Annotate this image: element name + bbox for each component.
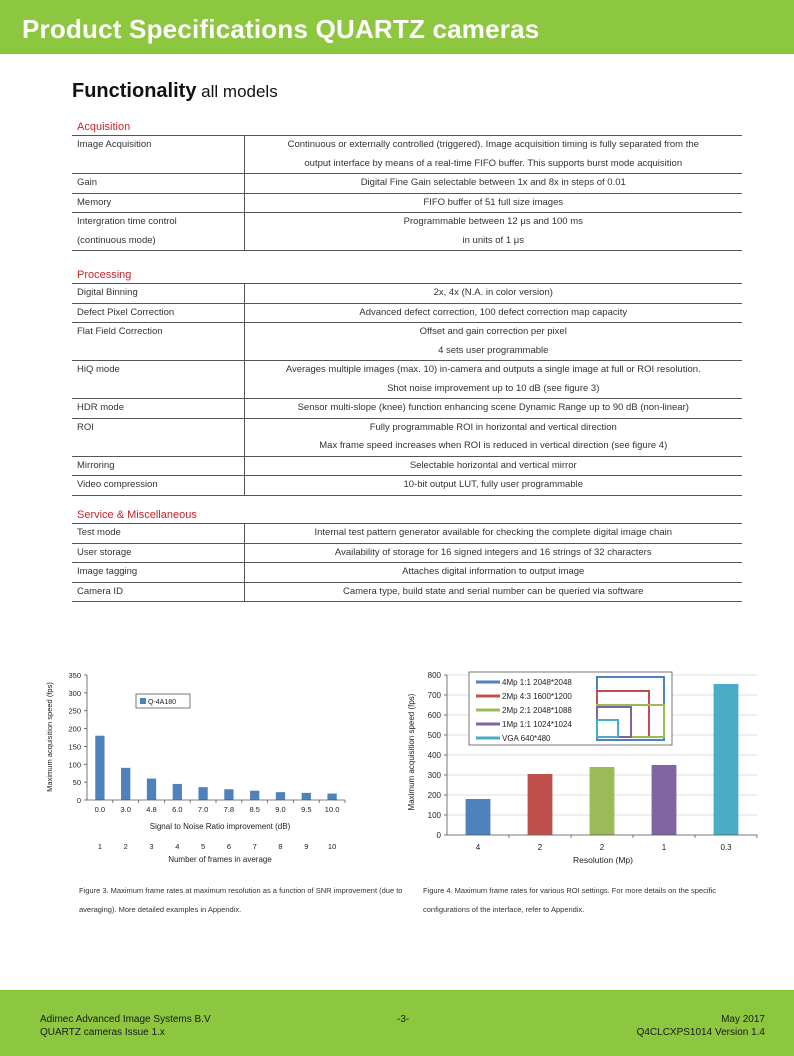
label-line: Image Acquisition xyxy=(77,139,152,150)
row-value xyxy=(244,456,742,476)
row-value xyxy=(244,136,742,174)
label-line: User storage xyxy=(77,546,132,558)
value-line: 10-bit output LUT, fully user programmable xyxy=(403,479,584,490)
legend-label: 2Mp 2:1 2048*1088 xyxy=(502,706,572,715)
row-label xyxy=(72,524,244,544)
x-tick-label: 0.3 xyxy=(720,843,732,852)
x-tick-label: 3.0 xyxy=(120,805,131,814)
value-line: Continuous or externally controlled (triggered). Image acquisition timing is fully separated from the xyxy=(287,139,699,150)
value-line: Sensor multi-slope (knee) function enhancing scene Dynamic Range up to 90 dB (non-linear) xyxy=(297,402,689,413)
table-row xyxy=(72,213,742,251)
row-label xyxy=(72,582,244,602)
x-tick-label-secondary: 6 xyxy=(226,842,231,851)
bar xyxy=(652,765,677,835)
value-line: 2x, 4x (N.A. in color version) xyxy=(433,287,553,298)
bar xyxy=(95,736,104,800)
table-row xyxy=(72,136,742,174)
footer-date: May 2017 xyxy=(721,1014,765,1025)
y-tick-label: 300 xyxy=(427,771,441,780)
x-tick-label: 4 xyxy=(475,843,481,852)
y-tick-label: 600 xyxy=(427,711,441,720)
y-tick-label: 200 xyxy=(68,724,81,734)
x-tick-label: 9.5 xyxy=(301,805,312,814)
row-value xyxy=(244,476,742,496)
x-tick-label: 2 xyxy=(537,843,543,852)
row-value xyxy=(244,284,742,304)
x-tick-label: 7.0 xyxy=(197,805,209,814)
row-label xyxy=(72,193,244,213)
bar xyxy=(224,789,233,800)
bar xyxy=(173,784,182,800)
row-label xyxy=(72,563,244,583)
row-value xyxy=(244,213,742,251)
row-value xyxy=(244,399,742,419)
value-line: 4 sets user programmable xyxy=(438,344,549,356)
label-line: HiQ mode xyxy=(77,364,120,375)
label-line: Memory xyxy=(77,196,112,208)
value-line: output interface by means of a real-time FIFO buffer. This supports burst mode acquisition xyxy=(304,157,683,169)
label-line: Defect Pixel Correction xyxy=(77,306,175,318)
figure3-chart xyxy=(40,665,370,870)
table-row xyxy=(72,543,742,563)
roi-frame-rate-chart xyxy=(402,665,762,870)
label-line: Digital Binning xyxy=(77,287,138,298)
x-tick-label-secondary: 9 xyxy=(304,842,309,851)
row-label xyxy=(72,284,244,304)
legend-label: Q-4A180 xyxy=(148,699,177,706)
value-line: Offset and gain correction per pixel xyxy=(419,326,567,337)
y-tick-label: 400 xyxy=(427,751,441,760)
x-tick-label: 7.8 xyxy=(223,805,235,814)
table-row xyxy=(72,456,742,476)
value-line: in units of 1 μs xyxy=(462,234,524,246)
label-line: HDR mode xyxy=(77,402,124,413)
y-tick-label: 700 xyxy=(427,691,441,700)
value-line: Selectable horizontal and vertical mirror xyxy=(409,459,577,471)
value-line: Programmable between 12 μs and 100 ms xyxy=(403,216,583,227)
row-label xyxy=(72,323,244,361)
bar xyxy=(327,794,336,800)
table-row xyxy=(72,174,742,194)
y-tick-label: 0 xyxy=(76,796,81,805)
footer-company: Adimec Advanced Image Systems B.V xyxy=(40,1014,211,1025)
row-label xyxy=(72,456,244,476)
spec-table xyxy=(72,523,742,602)
group-title: Processing xyxy=(77,269,132,281)
y-axis-label: Maximum acquisition speed (fps) xyxy=(45,682,54,792)
table-row xyxy=(72,563,742,583)
spec-group-acquisition xyxy=(72,119,742,251)
label-line: Image tagging xyxy=(77,566,138,577)
y-tick-label: 250 xyxy=(68,706,81,716)
spec-group-service xyxy=(72,507,742,602)
table-row xyxy=(72,284,742,304)
table-row xyxy=(72,303,742,323)
value-line: Attaches digital information to output image xyxy=(402,566,585,577)
row-label xyxy=(72,476,244,496)
legend-label: 2Mp 4:3 1600*1200 xyxy=(502,692,572,701)
row-value xyxy=(244,582,742,602)
y-tick-label: 100 xyxy=(427,811,441,820)
bar xyxy=(466,799,491,835)
y-axis-label: Maximum acquisition speed (fps) xyxy=(407,693,416,811)
row-label xyxy=(72,213,244,251)
footer-page-number: -3- xyxy=(397,1014,410,1025)
section-title-bold: Functionality xyxy=(72,80,197,102)
y-tick-label: 200 xyxy=(427,791,441,800)
bar xyxy=(121,768,130,800)
footer-bar xyxy=(0,990,794,1056)
y-tick-label: 300 xyxy=(68,688,81,698)
table-row xyxy=(72,361,742,399)
x-tick-label-secondary: 2 xyxy=(123,842,128,851)
footer-issue: QUARTZ cameras Issue 1.x xyxy=(40,1027,165,1038)
group-title: Service & Miscellaneous xyxy=(77,509,197,521)
table-row xyxy=(72,524,742,544)
page-title: Product Specifications QUARTZ cameras xyxy=(22,14,540,44)
x-axis-label-secondary: Number of frames in average xyxy=(168,855,272,864)
x-tick-label-secondary: 1 xyxy=(97,842,102,851)
footer-doc-version: Q4CLCXPS1014 Version 1.4 xyxy=(636,1027,765,1038)
y-tick-label: 800 xyxy=(427,671,441,680)
bar xyxy=(714,684,739,835)
x-tick-label: 6.0 xyxy=(172,805,183,814)
x-tick-label-secondary: 5 xyxy=(201,842,206,851)
row-label xyxy=(72,303,244,323)
label-line: Gain xyxy=(77,177,98,188)
label-line: (continuous mode) xyxy=(77,234,156,246)
row-value xyxy=(244,524,742,544)
y-tick-label: 0 xyxy=(436,831,441,840)
row-value xyxy=(244,563,742,583)
legend-label: 4Mp 1:1 2048*2048 xyxy=(502,678,572,687)
label-line: Flat Field Correction xyxy=(77,326,163,337)
x-tick-label: 0.0 xyxy=(94,805,106,814)
spec-group-processing xyxy=(72,267,742,496)
y-tick-label: 50 xyxy=(72,778,81,788)
y-tick-label: 150 xyxy=(68,742,81,752)
label-line: Mirroring xyxy=(77,459,115,471)
value-line: FIFO buffer of 51 full size images xyxy=(423,196,564,208)
value-line: Shot noise improvement up to 10 dB (see figure 3) xyxy=(387,382,600,394)
x-tick-label: 1 xyxy=(661,843,667,852)
figure3-caption: Figure 3. Maximum frame rates at maximum resolution as a function of SNR improvement (due to averaging). More detailed examples in Appendix. xyxy=(79,886,403,914)
figure4-chart xyxy=(402,665,762,870)
value-line: Camera type, build state and serial number can be queried via software xyxy=(343,585,644,597)
value-line: Advanced defect correction, 100 defect correction map capacity xyxy=(359,306,628,318)
row-label xyxy=(72,543,244,563)
x-tick-label-secondary: 8 xyxy=(278,842,283,851)
label-line: Test mode xyxy=(77,527,121,538)
y-tick-label: 100 xyxy=(68,760,81,770)
x-tick-label-secondary: 10 xyxy=(327,842,337,851)
x-axis-label: Resolution (Mp) xyxy=(573,855,633,865)
row-value xyxy=(244,361,742,399)
table-row xyxy=(72,476,742,496)
value-line: Digital Fine Gain selectable between 1x and 8x in steps of 0.01 xyxy=(360,177,626,188)
row-value xyxy=(244,418,742,456)
bar xyxy=(147,779,156,800)
row-label xyxy=(72,136,244,174)
table-row xyxy=(72,582,742,602)
bar xyxy=(302,793,311,800)
value-line: Max frame speed increases when ROI is reduced in vertical direction (see figure 4) xyxy=(319,440,668,451)
value-line: Availability of storage for 16 signed integers and 16 strings of 32 characters xyxy=(334,546,652,558)
row-value xyxy=(244,174,742,194)
table-row xyxy=(72,399,742,419)
header-bar xyxy=(0,0,794,54)
x-tick-label: 10.0 xyxy=(324,805,340,814)
x-tick-label: 4.8 xyxy=(146,805,157,814)
label-line: Intergration time control xyxy=(77,216,177,227)
x-tick-label: 8.5 xyxy=(249,805,260,814)
bar xyxy=(250,791,259,800)
y-tick-label: 500 xyxy=(427,731,441,740)
x-tick-label-secondary: 4 xyxy=(175,842,180,851)
row-value xyxy=(244,323,742,361)
row-label xyxy=(72,174,244,194)
section-title-light: all models xyxy=(196,82,278,101)
y-tick-label: 350 xyxy=(68,671,81,680)
legend-label: VGA 640*480 xyxy=(502,734,551,743)
spec-table xyxy=(72,135,742,251)
value-line: Averages multiple images (max. 10) in-camera and outputs a single image at full or ROI resolution. xyxy=(285,364,701,375)
spec-table xyxy=(72,283,742,496)
bar xyxy=(528,774,553,835)
label-line: ROI xyxy=(77,421,94,433)
row-value xyxy=(244,193,742,213)
x-axis-label: Signal to Noise Ratio improvement (dB) xyxy=(149,822,291,831)
bar xyxy=(590,767,615,835)
group-title: Acquisition xyxy=(77,121,131,133)
snr-frame-rate-chart xyxy=(40,665,370,870)
figure4-caption: Figure 4. Maximum frame rates for various ROI settings. For more details on the specific configurations of the interface, refer to Appendix. xyxy=(423,886,717,914)
row-value xyxy=(244,543,742,563)
label-line: Camera ID xyxy=(77,585,123,597)
row-label xyxy=(72,418,244,456)
label-line: Video compression xyxy=(77,479,158,490)
section-heading xyxy=(72,80,278,103)
x-tick-label: 9.0 xyxy=(275,805,286,814)
legend-label: 1Mp 1:1 1024*1024 xyxy=(502,720,572,729)
x-tick-label: 2 xyxy=(599,843,605,852)
bar xyxy=(276,792,285,800)
chart-legend xyxy=(469,672,672,745)
chart-legend xyxy=(136,694,190,708)
row-label xyxy=(72,399,244,419)
value-line: Internal test pattern generator available for checking the complete digital image chain xyxy=(314,527,673,538)
row-value xyxy=(244,303,742,323)
legend-swatch xyxy=(140,698,146,704)
x-tick-label-secondary: 7 xyxy=(252,842,257,851)
table-row xyxy=(72,323,742,361)
value-line: Fully programmable ROI in horizontal and vertical direction xyxy=(369,421,617,433)
table-row xyxy=(72,193,742,213)
row-label xyxy=(72,361,244,399)
x-tick-label-secondary: 3 xyxy=(149,842,154,851)
table-row xyxy=(72,418,742,456)
bar xyxy=(198,787,207,800)
